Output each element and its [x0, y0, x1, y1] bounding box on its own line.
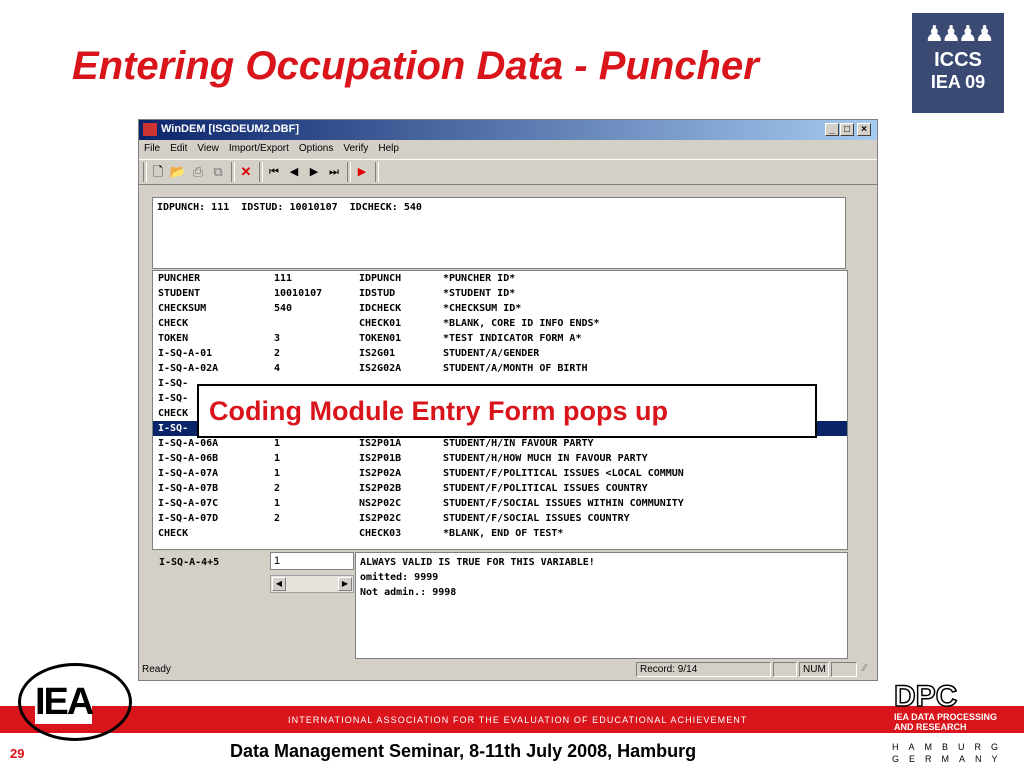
table-row[interactable] [153, 526, 847, 541]
row-value: 1 [274, 438, 281, 449]
scroll-left-icon[interactable]: ◀ [272, 577, 286, 591]
prev-record-icon[interactable]: ◀ [289, 166, 299, 178]
status-record: Record: 9/14 [636, 662, 771, 677]
table-row[interactable] [153, 316, 847, 331]
row-variable: IS2G01 [359, 348, 396, 359]
dpc-logo [880, 680, 1009, 768]
menu-help[interactable]: Help [378, 143, 399, 154]
row-value: 2 [274, 513, 281, 524]
row-label: I-SQ-A-01 [158, 348, 213, 359]
toolbar-separator [231, 162, 235, 182]
row-description: STUDENT/H/IN FAVOUR PARTY [443, 438, 594, 449]
table-row[interactable] [153, 301, 847, 316]
entry-scrollbar[interactable] [270, 575, 354, 593]
app-icon [143, 123, 157, 136]
row-description: STUDENT/A/MONTH OF BIRTH [443, 363, 588, 374]
row-variable: IS2P02A [359, 468, 402, 479]
dpc-city: HAMBURG [892, 742, 1009, 752]
row-description: STUDENT/F/POLITICAL ISSUES COUNTRY [443, 483, 648, 494]
menu-file[interactable]: File [144, 143, 161, 154]
row-variable: IS2P01B [359, 453, 402, 464]
page-number: 29 [10, 746, 25, 761]
row-variable: TOKEN01 [359, 333, 402, 344]
status-empty-pane [773, 662, 797, 677]
row-variable: IS2G02A [359, 363, 402, 374]
footer-text: Data Management Seminar, 8-11th July 2008, Hamburg [230, 741, 697, 761]
table-row[interactable] [153, 346, 847, 361]
status-ready: Ready [142, 664, 171, 675]
dpc-logo-subtitle-2: AND RESEARCH CENTER [894, 722, 967, 742]
maximize-button[interactable]: □ [840, 123, 854, 136]
record-header-line: IDPUNCH: 111 IDSTUD: 10010107 IDCHECK: 540 [157, 202, 422, 213]
toolbar-separator [347, 162, 351, 182]
row-value: 4 [274, 363, 281, 374]
row-label: I-SQ-A-06B [158, 453, 219, 464]
row-value: 3 [274, 333, 281, 344]
row-label: STUDENT [158, 288, 201, 299]
iccs-logo-line1: ICCS [934, 49, 982, 71]
association-name: INTERNATIONAL ASSOCIATION FOR THE EVALUATION OF EDUCATIONAL ACHIEVEMENT [288, 715, 748, 725]
row-label: I-SQ-A-07A [158, 468, 219, 479]
iea-globe-logo [18, 663, 132, 741]
window-titlebar[interactable] [139, 120, 877, 140]
table-row[interactable] [153, 511, 847, 526]
delete-icon[interactable]: ✕ [240, 164, 252, 179]
table-row[interactable] [153, 436, 847, 451]
first-record-icon[interactable]: ⏮ [269, 166, 279, 178]
window-title: WinDEM [ISGDEUM2.DBF] [161, 123, 300, 135]
status-empty-pane [831, 662, 857, 677]
row-label: PUNCHER [158, 273, 201, 284]
menu-options[interactable]: Options [298, 143, 334, 154]
row-label: TOKEN [158, 333, 189, 344]
dpc-logo-subtitle-1: IEA DATA PROCESSING [894, 712, 998, 722]
row-label: CHECKSUM [158, 303, 207, 314]
info-line: ALWAYS VALID IS TRUE FOR THIS VARIABLE! [360, 557, 595, 568]
print-icon[interactable]: ⎙ [192, 164, 204, 179]
toolbar [139, 159, 877, 185]
row-variable: CHECK03 [359, 528, 402, 539]
table-row[interactable] [153, 331, 847, 346]
row-variable: NS2P02C [359, 498, 402, 509]
row-value: 111 [274, 273, 293, 284]
row-description: *TEST INDICATOR FORM A* [443, 333, 582, 344]
menu-import-export[interactable]: Import/Export [228, 143, 289, 154]
table-row[interactable] [153, 496, 847, 511]
callout-box: Coding Module Entry Form pops up [197, 384, 817, 438]
status-bar [139, 660, 877, 680]
row-label: CHECK [158, 408, 189, 419]
resize-grip-icon[interactable]: ∕∕ [863, 663, 867, 674]
iccs-logo-line2: IEA 09 [930, 72, 986, 92]
row-value: 1 [274, 498, 281, 509]
row-variable: CHECK01 [359, 318, 402, 329]
entry-value-input[interactable]: 1 [270, 552, 354, 570]
row-label: I-SQ-A-07B [158, 483, 219, 494]
row-description: STUDENT/F/POLITICAL ISSUES <LOCAL COMMUN [443, 468, 684, 479]
row-variable: IDPUNCH [359, 273, 402, 284]
menu-verify[interactable]: Verify [343, 143, 369, 154]
toolbar-separator [259, 162, 263, 182]
slide-title: Entering Occupation Data - Puncher [72, 44, 759, 88]
toolbar-separator [143, 162, 147, 182]
row-label: I-SQ-A-07C [158, 498, 219, 509]
row-variable: IS2P02C [359, 513, 402, 524]
entry-variable-label: I-SQ-A-4+5 [159, 557, 220, 568]
row-description: *BLANK, END OF TEST* [443, 528, 564, 539]
row-label: I-SQ-A-06A [158, 438, 219, 449]
row-value: 1 [274, 453, 281, 464]
iccs-logo [912, 13, 1004, 113]
row-description: *CHECKSUM ID* [443, 303, 522, 314]
row-description: *BLANK, CORE ID INFO ENDS* [443, 318, 600, 329]
open-folder-icon[interactable]: 📂 [169, 164, 187, 179]
row-variable: IS2P01A [359, 438, 402, 449]
next-record-icon[interactable]: ▶ [309, 166, 319, 178]
row-label: I-SQ-A-07D [158, 513, 219, 524]
close-button[interactable]: × [857, 123, 871, 136]
row-variable: IDCHECK [359, 303, 402, 314]
row-description: *STUDENT ID* [443, 288, 516, 299]
row-label: CHECK [158, 528, 189, 539]
iea-logo-text: IEA [35, 681, 93, 723]
status-num: NUM [799, 662, 829, 677]
menu-bar [139, 140, 877, 158]
row-value: 1 [274, 468, 281, 479]
info-line: Not admin.: 9998 [360, 587, 457, 598]
row-description: STUDENT/F/SOCIAL ISSUES COUNTRY [443, 513, 630, 524]
toolbar-separator [375, 162, 379, 182]
row-label: I-SQ-A-02A [158, 363, 219, 374]
row-value: 2 [274, 483, 281, 494]
copy-icon[interactable]: ⧉ [213, 164, 223, 179]
table-row[interactable] [153, 466, 847, 481]
table-row[interactable] [153, 481, 847, 496]
scroll-right-icon[interactable]: ▶ [338, 577, 352, 591]
play-icon[interactable]: ▶ [357, 166, 367, 178]
row-value: 540 [274, 303, 293, 314]
row-value: 10010107 [274, 288, 323, 299]
row-label: I-SQ- [158, 423, 189, 434]
dpc-logo-title: DPC [894, 680, 958, 713]
table-row[interactable] [153, 286, 847, 301]
row-description: STUDENT/F/SOCIAL ISSUES WITHIN COMMUNITY [443, 498, 684, 509]
people-icon: ♟♟♟♟ [924, 21, 992, 46]
table-row[interactable] [153, 271, 847, 286]
row-description: STUDENT/A/GENDER [443, 348, 540, 359]
row-label: I-SQ- [158, 378, 189, 389]
menu-view[interactable]: View [197, 143, 219, 154]
menu-edit[interactable]: Edit [170, 143, 188, 154]
last-record-icon[interactable]: ⏭ [329, 166, 339, 178]
row-label: I-SQ- [158, 393, 189, 404]
minimize-button[interactable]: _ [825, 123, 839, 136]
row-variable: IDSTUD [359, 288, 396, 299]
row-variable: IS2P02B [359, 483, 402, 494]
info-line: omitted: 9999 [360, 572, 439, 583]
table-row[interactable] [153, 361, 847, 376]
new-file-icon[interactable]: 🗋 [152, 164, 164, 179]
record-header-box [152, 197, 846, 269]
dpc-country: GERMANY [892, 754, 1008, 764]
row-value: 2 [274, 348, 281, 359]
row-label: CHECK [158, 318, 189, 329]
validation-info-box [355, 552, 848, 659]
row-description: *PUNCHER ID* [443, 273, 516, 284]
row-description: STUDENT/H/HOW MUCH IN FAVOUR PARTY [443, 453, 648, 464]
table-row[interactable] [153, 451, 847, 466]
